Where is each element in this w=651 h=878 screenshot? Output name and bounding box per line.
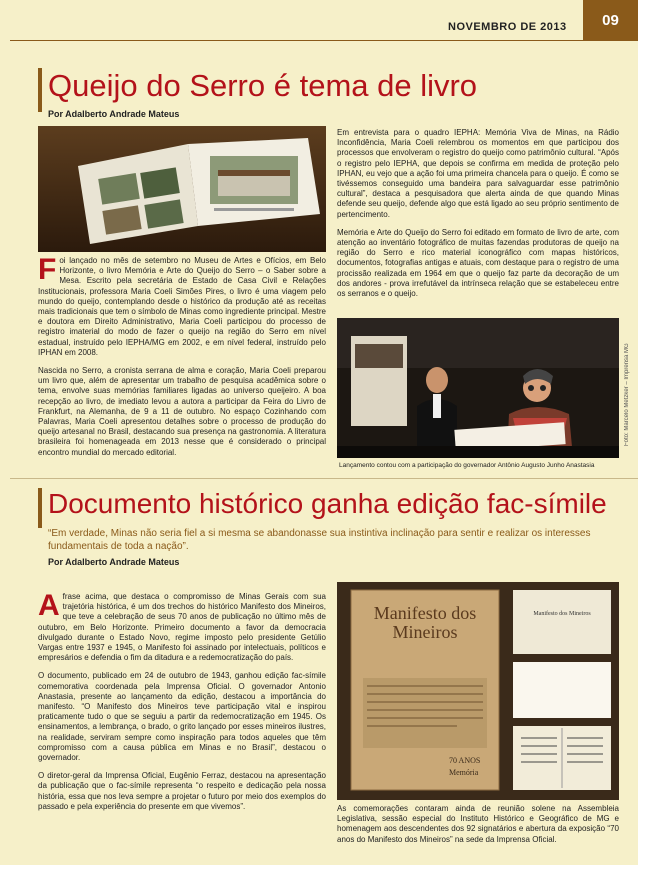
article-paragraph: O documento, publicado em 24 de outubro de 1943, ganhou edição fac-símile comemorativa coordenada pela Imprensa Oficial. O governador Antonio Anastasia, presente ao lançamento da edição, destacou a importância do manifesto. “O Manifesto dos Mineiros teve participação vital e inspirou praticamente tudo o que se seguiu a partir da redemocratização em 1945. Os ensinamentos, a lembrança, o brado, o grito lançado por esses mineiros ilustres, na realidade, serviram sempre como inspiração para todos aqueles que têm compromisso com a causa pública em Minas e no Brasil”, destacou o governador. (38, 671, 326, 763)
page-number: 09 (583, 0, 638, 40)
launch-event-photo (337, 318, 619, 458)
article-paragraph: As comemorações contaram ainda de reunião solene na Assembleia Legislativa, sessão especial do Instituto Histórico e Geográfico de MG e homenagem aos descendentes dos 92 signatários e abertura da exposição “70 anos do Manifesto dos Mineiros” na sede da Imprensa Oficial. (337, 804, 619, 844)
article-title: Documento histórico ganha edição fac-símile (48, 488, 607, 519)
article-paragraph (38, 589, 326, 663)
article-byline: Por Adalberto Andrade Mateus (48, 109, 180, 119)
title-accent-bar (38, 68, 42, 112)
article-paragraph: Em entrevista para o quadro IEPHA: Memória Viva de Minas, na Rádio Inconfidência, Maria Coeli relembrou os momentos em que participou dos processos que envolveram o registro do queijo como patrimônio cultural. “Após o registro pelo IEPHA, que depois se confirma em medida de proteção pelo IPHAN, eu vejo que a ação foi uma primeira chancela para o queijo. É como se tivéssemos conseguido uma bandeira para salvaguardar esse patrimônio cultural”, destaca a pesquisadora que alerta ainda de que quando Minas defende seu queijo, defende algo que está ligado ao seu próprio sentimento de pertencimento. (337, 128, 619, 219)
book-photo (38, 126, 326, 252)
dropcap: A (38, 589, 60, 622)
book-cover-footer: Memória (449, 768, 479, 777)
article-column-left (38, 253, 326, 466)
book-cover-title: Manifesto dos Mineiros (373, 603, 477, 642)
article-paragraph: O diretor-geral da Imprensa Oficial, Eugênio Ferraz, destacou na apresentação da publicação que o fac-símile representa “o respeito e dedicação pela nossa história, essa que nos leva sempre a projetar o futuro por meio dos exemplos do passado e pela experiência do presente em que vivemos”. (38, 771, 326, 811)
paragraph-text: frase acima, que destaca o compromisso de Minas Gerais com sua trajetória histórica, é um dos trechos do histórico Manifesto dos Mineiros, que teve a celebração de seus 70 anos de publicação no último mês de outubro, em Belo Horizonte. Primeiro documento a favor da democracia divulgado durante o Estado Novo, regime imposto pelo presidente Getúlio Vargas entre 1937 e 1945, o Manifesto foi assinado por intelectuais, políticos e empresários e defendia o fim da ditadura e a redemocratização do país. (38, 592, 326, 663)
article-paragraph (38, 253, 326, 358)
header-rule (10, 40, 638, 41)
manifesto-photo (337, 582, 619, 800)
dropcap: F (38, 253, 57, 286)
article-paragraph: Nascida no Serro, a cronista serrana de alma e coração, Maria Coeli preparou um livro que, além de apresentar um trabalho de pesquisa acadêmica sobre o tema, envolve suas memórias familiares ligadas ao universo queijeiro. A boa recepção ao livro, de imediato levou a autora a participar da Feira do Livro de Frankfurt, na Alemanha, de 9 a 11 de outubro. No espaço Cozinhando com Palavras, Maria Coeli apresentou detalhes sobre o processo de produção do queijo artesanal no Brasil, destacando sua presença na gastronomia. A literatura brasileira foi homenageada em 2013 nesse que é considerado o principal encontro mundial do mercado editorial. (38, 366, 326, 457)
photo-credit: Foto: Marcelo Metzker – Imprensa MG (624, 343, 630, 446)
article-column-left (38, 589, 326, 820)
facsimile-cover-title: Manifesto dos Mineiros (533, 611, 591, 617)
article-byline: Por Adalberto Andrade Mateus (48, 557, 180, 567)
article-column-right (337, 128, 619, 307)
photo-caption: Lançamento contou com a participação do governador Antônio Augusto Junho Anastasia (339, 462, 595, 469)
article-column-right (337, 804, 619, 853)
book-cover-subtitle: 70 ANOS (449, 756, 481, 765)
article-title: Queijo do Serro é tema de livro (48, 68, 478, 103)
issue-date: NOVEMBRO DE 2013 (448, 21, 567, 33)
paragraph-text: oi lançado no mês de setembro no Museu de Artes e Ofícios, em Belo Horizonte, o livro Memória e Arte do Queijo do Serro – o Saber sobre a Mesa. Escrito pela secretária de Estado de Casa Civil e Relações Institucionais, professora Maria Coeli Simões Pires, o livro é uma viagem pelo mundo do queijo, contemplando desde o histórico da produção até as receitas mais tradicionais que tem o símbolo de Minas como ingrediente principal. Mestre e doutora em Direito Administrativo, Maria Coeli participou do processo de registro imaterial do modo de fazer o queijo na região do Serro em nível estadual, instruído pelo IEPHA/MG em 2002, e em nível federal, instruído pelo IPHAN em 2008. (38, 256, 326, 357)
article-paragraph: Memória e Arte do Queijo do Serro foi editado em formato de livro de arte, com atenção ao inventário fotográfico de muitas fazendas produtoras de queijo na região do Serro e rico material iconográfico com mapas históricos, documentos, fotografias antigas e atuais, com destaque para o registro de uma procissão realizada em 1964 em que o queijo faz parte da decoração de um dos andores - prova irrefutável da intrínseca relação que se estabeleceu entre os serranos e o queijo. (337, 227, 619, 299)
section-divider (10, 478, 638, 479)
title-accent-bar (38, 488, 42, 528)
pull-quote: “Em verdade, Minas não seria fiel a si mesma se abandonasse sua instintiva inclinação para sentir e realizar os interesses fundamentais de toda a nação”. (48, 528, 591, 552)
